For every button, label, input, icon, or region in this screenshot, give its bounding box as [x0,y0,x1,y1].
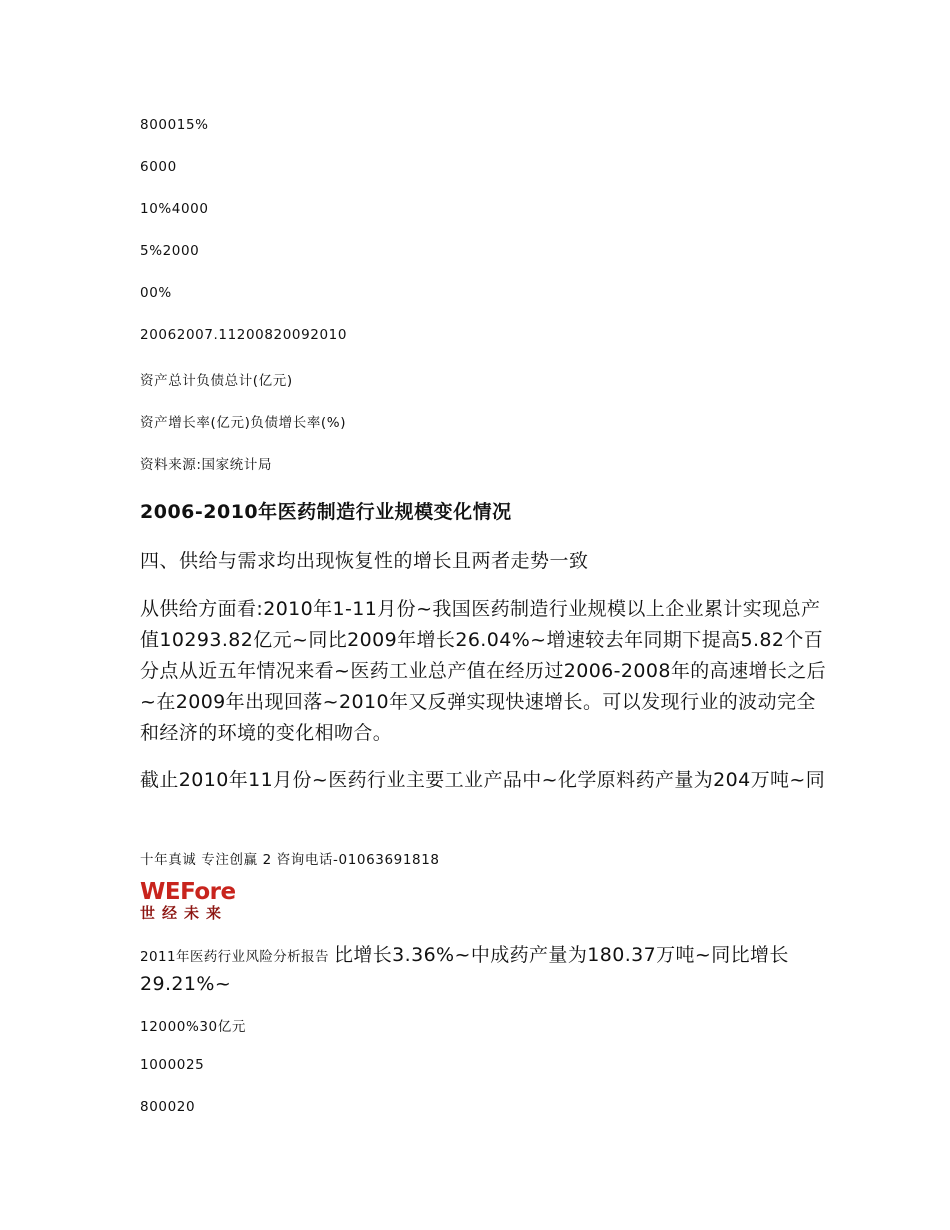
chart-axis-text: 6000 [140,159,177,175]
report-header: 2011年医药行业风险分析报告 [140,949,329,965]
figure-title: 2006-2010年医药制造行业规模变化情况 [140,501,512,523]
source-note: 资料来源:国家统计局 [140,457,273,473]
chart-x-axis-text: 20062007.11200820092010 [140,327,348,343]
section-heading: 四、供给与需求均出现恢复性的增长且两者走势一致 [140,550,589,572]
chart-axis-text: 00% [140,285,172,301]
chart-axis-text: 800020 [140,1099,196,1115]
logo-chinese-name: 世经未来 [140,904,229,922]
chart-axis-text: 12000%30亿元 [140,1019,246,1035]
chart-axis-text: 1000025 [140,1057,205,1073]
chart-legend-text: 资产增长率(亿元)负债增长率(%) [140,415,347,431]
weforе-logo [140,880,236,924]
chart-legend-text: 资产总计负债总计(亿元) [140,373,293,389]
chart-axis-text: 5%2000 [140,243,200,259]
page-footer: 十年真诚 专注创赢 2 咨询电话-01063691818 [140,852,440,868]
chart-axis-text: 10%4000 [140,201,209,217]
page-header-line [140,942,830,998]
chart-axis-text: 800015% [140,117,209,133]
body-text-continued: 比增长3.36%~中成药产量为180.37万吨~同比增长29.21%~ [140,944,789,995]
body-paragraph: 从供给方面看:2010年1-11月份~我国医药制造行业规模以上企业累计实现总产值10293.82亿元~同比2009年增长26.04%~增速较去年同期下提高5.82个百分点从近五年情况来看~医药工业总产值在经历过2006-2008年的高速增长之后~在2009年出现回落~2010年又反弹实现快速增长。可以发现行业的波动完全和经济的环境的变化相吻合。 [140,598,827,744]
logo-wordmark: WEFore [140,879,236,905]
body-paragraph: 截止2010年11月份~医药行业主要工业产品中~化学原料药产量为204万吨~同 [140,769,826,791]
